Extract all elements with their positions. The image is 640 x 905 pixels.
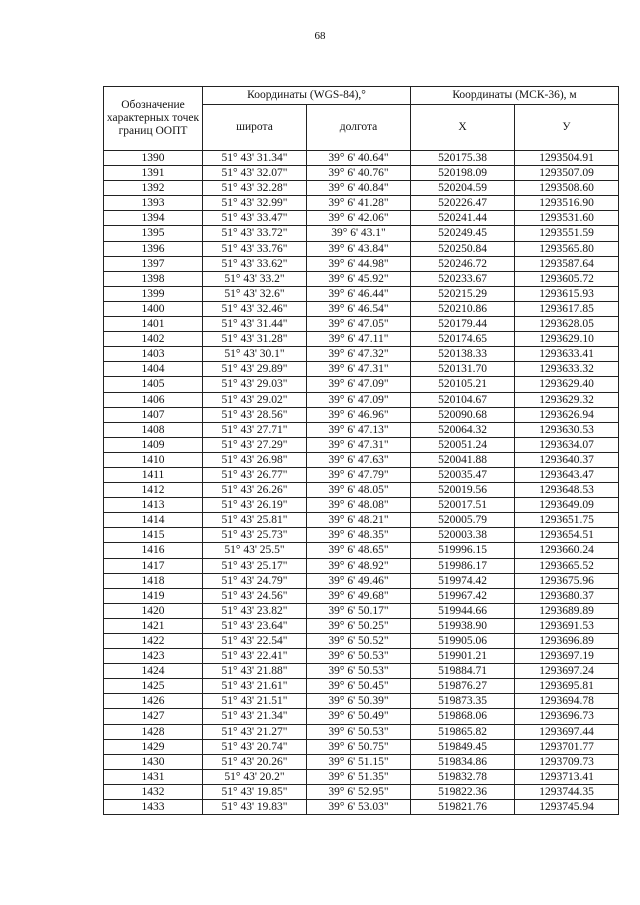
- x-cell: 520051.24: [411, 437, 515, 452]
- x-cell: 520005.79: [411, 513, 515, 528]
- y-cell: 1293629.40: [515, 377, 619, 392]
- x-cell: 520210.86: [411, 301, 515, 316]
- latitude-cell: 51° 43' 27.71": [203, 422, 307, 437]
- point-id-cell: 1402: [104, 332, 203, 347]
- table-row: [104, 528, 619, 543]
- y-cell: 1293694.78: [515, 694, 619, 709]
- longitude-cell: 39° 6' 48.35": [307, 528, 411, 543]
- longitude-cell: 39° 6' 43.1": [307, 226, 411, 241]
- longitude-cell: 39° 6' 40.64": [307, 151, 411, 166]
- x-cell: 520090.68: [411, 407, 515, 422]
- x-cell: 520019.56: [411, 483, 515, 498]
- y-cell: 1293648.53: [515, 483, 619, 498]
- point-id-cell: 1406: [104, 392, 203, 407]
- latitude-cell: 51° 43' 24.79": [203, 573, 307, 588]
- table-row: [104, 784, 619, 799]
- point-id-cell: 1427: [104, 709, 203, 724]
- y-cell: 1293565.80: [515, 241, 619, 256]
- point-id-cell: 1413: [104, 498, 203, 513]
- latitude-cell: 51° 43' 20.74": [203, 739, 307, 754]
- x-cell: 520198.09: [411, 166, 515, 181]
- table-row: [104, 407, 619, 422]
- x-cell: 519873.35: [411, 694, 515, 709]
- y-cell: 1293654.51: [515, 528, 619, 543]
- point-id-cell: 1401: [104, 317, 203, 332]
- x-cell: 520175.38: [411, 151, 515, 166]
- table-row: [104, 649, 619, 664]
- y-cell: 1293629.10: [515, 332, 619, 347]
- longitude-cell: 39° 6' 47.13": [307, 422, 411, 437]
- y-cell: 1293626.94: [515, 407, 619, 422]
- x-cell: 520249.45: [411, 226, 515, 241]
- page-number: 68: [314, 30, 326, 42]
- x-cell: 519986.17: [411, 558, 515, 573]
- latitude-cell: 51° 43' 21.88": [203, 664, 307, 679]
- y-cell: 1293665.52: [515, 558, 619, 573]
- coordinates-table: [103, 86, 619, 815]
- point-id-cell: 1400: [104, 301, 203, 316]
- table-row: [104, 664, 619, 679]
- point-id-cell: 1392: [104, 181, 203, 196]
- point-id-cell: 1419: [104, 588, 203, 603]
- table-row: [104, 694, 619, 709]
- latitude-cell: 51° 43' 29.89": [203, 362, 307, 377]
- header-x: X: [411, 105, 515, 151]
- y-cell: 1293605.72: [515, 271, 619, 286]
- x-cell: 520215.29: [411, 286, 515, 301]
- longitude-cell: 39° 6' 47.31": [307, 362, 411, 377]
- point-id-cell: 1418: [104, 573, 203, 588]
- table-row: [104, 558, 619, 573]
- table-row: [104, 543, 619, 558]
- y-cell: 1293628.05: [515, 317, 619, 332]
- x-cell: 519974.42: [411, 573, 515, 588]
- latitude-cell: 51° 43' 22.54": [203, 634, 307, 649]
- latitude-cell: 51° 43' 32.46": [203, 301, 307, 316]
- point-id-cell: 1395: [104, 226, 203, 241]
- x-cell: 519905.06: [411, 634, 515, 649]
- longitude-cell: 39° 6' 50.53": [307, 649, 411, 664]
- latitude-cell: 51° 43' 30.1": [203, 347, 307, 362]
- x-cell: 520204.59: [411, 181, 515, 196]
- x-cell: 520105.21: [411, 377, 515, 392]
- x-cell: 519821.76: [411, 800, 515, 815]
- longitude-cell: 39° 6' 53.03": [307, 800, 411, 815]
- point-id-cell: 1398: [104, 271, 203, 286]
- longitude-cell: 39° 6' 52.95": [307, 784, 411, 799]
- y-cell: 1293691.53: [515, 618, 619, 633]
- latitude-cell: 51° 43' 26.77": [203, 467, 307, 482]
- table-header: [104, 87, 619, 151]
- latitude-cell: 51° 43' 21.61": [203, 679, 307, 694]
- table-row: [104, 739, 619, 754]
- longitude-cell: 39° 6' 50.45": [307, 679, 411, 694]
- latitude-cell: 51° 43' 20.26": [203, 754, 307, 769]
- longitude-cell: 39° 6' 48.65": [307, 543, 411, 558]
- table-row: [104, 800, 619, 815]
- x-cell: 519996.15: [411, 543, 515, 558]
- longitude-cell: 39° 6' 50.25": [307, 618, 411, 633]
- table-row: [104, 392, 619, 407]
- y-cell: 1293744.35: [515, 784, 619, 799]
- longitude-cell: 39° 6' 47.05": [307, 317, 411, 332]
- longitude-cell: 39° 6' 46.96": [307, 407, 411, 422]
- longitude-cell: 39° 6' 47.09": [307, 392, 411, 407]
- latitude-cell: 51° 43' 22.41": [203, 649, 307, 664]
- y-cell: 1293587.64: [515, 256, 619, 271]
- longitude-cell: 39° 6' 40.76": [307, 166, 411, 181]
- longitude-cell: 39° 6' 47.31": [307, 437, 411, 452]
- table-row: [104, 151, 619, 166]
- longitude-cell: 39° 6' 50.52": [307, 634, 411, 649]
- header-wgs84: Координаты (WGS-84),°: [203, 87, 411, 105]
- y-cell: 1293508.60: [515, 181, 619, 196]
- longitude-cell: 39° 6' 47.32": [307, 347, 411, 362]
- point-id-cell: 1408: [104, 422, 203, 437]
- point-id-cell: 1416: [104, 543, 203, 558]
- latitude-cell: 51° 43' 31.28": [203, 332, 307, 347]
- latitude-cell: 51° 43' 23.64": [203, 618, 307, 633]
- header-longitude: долгота: [307, 105, 411, 151]
- latitude-cell: 51° 43' 32.99": [203, 196, 307, 211]
- x-cell: 519834.86: [411, 754, 515, 769]
- table-row: [104, 181, 619, 196]
- x-cell: 520041.88: [411, 452, 515, 467]
- longitude-cell: 39° 6' 48.92": [307, 558, 411, 573]
- point-id-cell: 1417: [104, 558, 203, 573]
- y-cell: 1293745.94: [515, 800, 619, 815]
- point-id-cell: 1407: [104, 407, 203, 422]
- table-row: [104, 332, 619, 347]
- longitude-cell: 39° 6' 50.53": [307, 724, 411, 739]
- y-cell: 1293633.41: [515, 347, 619, 362]
- longitude-cell: 39° 6' 47.63": [307, 452, 411, 467]
- longitude-cell: 39° 6' 44.98": [307, 256, 411, 271]
- x-cell: 519901.21: [411, 649, 515, 664]
- table-row: [104, 769, 619, 784]
- latitude-cell: 51° 43' 33.62": [203, 256, 307, 271]
- table-row: [104, 211, 619, 226]
- header-latitude: широта: [203, 105, 307, 151]
- longitude-cell: 39° 6' 45.92": [307, 271, 411, 286]
- y-cell: 1293516.90: [515, 196, 619, 211]
- latitude-cell: 51° 43' 28.56": [203, 407, 307, 422]
- latitude-cell: 51° 43' 24.56": [203, 588, 307, 603]
- x-cell: 520250.84: [411, 241, 515, 256]
- table-row: [104, 377, 619, 392]
- table-row: [104, 301, 619, 316]
- table-row: [104, 362, 619, 377]
- y-cell: 1293697.19: [515, 649, 619, 664]
- point-id-cell: 1396: [104, 241, 203, 256]
- latitude-cell: 51° 43' 27.29": [203, 437, 307, 452]
- point-id-cell: 1415: [104, 528, 203, 543]
- x-cell: 520174.65: [411, 332, 515, 347]
- x-cell: 519944.66: [411, 603, 515, 618]
- point-id-cell: 1421: [104, 618, 203, 633]
- point-id-cell: 1399: [104, 286, 203, 301]
- y-cell: 1293617.85: [515, 301, 619, 316]
- point-id-cell: 1430: [104, 754, 203, 769]
- y-cell: 1293634.07: [515, 437, 619, 452]
- table-row: [104, 317, 619, 332]
- x-cell: 520233.67: [411, 271, 515, 286]
- table-row: [104, 467, 619, 482]
- y-cell: 1293651.75: [515, 513, 619, 528]
- y-cell: 1293504.91: [515, 151, 619, 166]
- y-cell: 1293689.89: [515, 603, 619, 618]
- y-cell: 1293629.32: [515, 392, 619, 407]
- latitude-cell: 51° 43' 26.26": [203, 483, 307, 498]
- point-id-cell: 1420: [104, 603, 203, 618]
- y-cell: 1293709.73: [515, 754, 619, 769]
- latitude-cell: 51° 43' 32.6": [203, 286, 307, 301]
- point-id-cell: 1426: [104, 694, 203, 709]
- point-id-cell: 1391: [104, 166, 203, 181]
- latitude-cell: 51° 43' 19.83": [203, 800, 307, 815]
- table-row: [104, 286, 619, 301]
- point-id-cell: 1431: [104, 769, 203, 784]
- table-row: [104, 483, 619, 498]
- y-cell: 1293640.37: [515, 452, 619, 467]
- x-cell: 520246.72: [411, 256, 515, 271]
- longitude-cell: 39° 6' 51.35": [307, 769, 411, 784]
- table-row: [104, 634, 619, 649]
- point-id-cell: 1429: [104, 739, 203, 754]
- latitude-cell: 51° 43' 32.07": [203, 166, 307, 181]
- table-row: [104, 347, 619, 362]
- longitude-cell: 39° 6' 41.28": [307, 196, 411, 211]
- table-row: [104, 618, 619, 633]
- latitude-cell: 51° 43' 19.85": [203, 784, 307, 799]
- latitude-cell: 51° 43' 21.51": [203, 694, 307, 709]
- x-cell: 519967.42: [411, 588, 515, 603]
- y-cell: 1293649.09: [515, 498, 619, 513]
- x-cell: 520131.70: [411, 362, 515, 377]
- point-id-cell: 1409: [104, 437, 203, 452]
- latitude-cell: 51° 43' 33.72": [203, 226, 307, 241]
- longitude-cell: 39° 6' 42.06": [307, 211, 411, 226]
- latitude-cell: 51° 43' 26.98": [203, 452, 307, 467]
- latitude-cell: 51° 43' 33.2": [203, 271, 307, 286]
- point-id-cell: 1414: [104, 513, 203, 528]
- y-cell: 1293643.47: [515, 467, 619, 482]
- point-id-cell: 1425: [104, 679, 203, 694]
- table-row: [104, 241, 619, 256]
- x-cell: 520064.32: [411, 422, 515, 437]
- x-cell: 520003.38: [411, 528, 515, 543]
- y-cell: 1293697.24: [515, 664, 619, 679]
- y-cell: 1293695.81: [515, 679, 619, 694]
- x-cell: 519938.90: [411, 618, 515, 633]
- x-cell: 520226.47: [411, 196, 515, 211]
- x-cell: 519822.36: [411, 784, 515, 799]
- table-row: [104, 271, 619, 286]
- longitude-cell: 39° 6' 50.75": [307, 739, 411, 754]
- point-id-cell: 1432: [104, 784, 203, 799]
- header-designation: Обозначение характерных точек границ ООПТ: [104, 87, 203, 151]
- y-cell: 1293713.41: [515, 769, 619, 784]
- table-row: [104, 573, 619, 588]
- latitude-cell: 51° 43' 20.2": [203, 769, 307, 784]
- latitude-cell: 51° 43' 23.82": [203, 603, 307, 618]
- point-id-cell: 1393: [104, 196, 203, 211]
- x-cell: 520104.67: [411, 392, 515, 407]
- y-cell: 1293696.73: [515, 709, 619, 724]
- x-cell: 520241.44: [411, 211, 515, 226]
- longitude-cell: 39° 6' 47.79": [307, 467, 411, 482]
- longitude-cell: 39° 6' 50.17": [307, 603, 411, 618]
- table-row: [104, 709, 619, 724]
- latitude-cell: 51° 43' 25.73": [203, 528, 307, 543]
- x-cell: 519868.06: [411, 709, 515, 724]
- table-body: [104, 151, 619, 815]
- y-cell: 1293675.96: [515, 573, 619, 588]
- longitude-cell: 39° 6' 49.46": [307, 573, 411, 588]
- x-cell: 519865.82: [411, 724, 515, 739]
- point-id-cell: 1403: [104, 347, 203, 362]
- point-id-cell: 1394: [104, 211, 203, 226]
- longitude-cell: 39° 6' 48.21": [307, 513, 411, 528]
- latitude-cell: 51° 43' 25.17": [203, 558, 307, 573]
- table-row: [104, 196, 619, 211]
- point-id-cell: 1433: [104, 800, 203, 815]
- longitude-cell: 39° 6' 50.49": [307, 709, 411, 724]
- table-row: [104, 588, 619, 603]
- y-cell: 1293615.93: [515, 286, 619, 301]
- table-row: [104, 498, 619, 513]
- x-cell: 519884.71: [411, 664, 515, 679]
- longitude-cell: 39° 6' 50.39": [307, 694, 411, 709]
- latitude-cell: 51° 43' 33.76": [203, 241, 307, 256]
- table-row: [104, 437, 619, 452]
- latitude-cell: 51° 43' 29.03": [203, 377, 307, 392]
- latitude-cell: 51° 43' 26.19": [203, 498, 307, 513]
- y-cell: 1293633.32: [515, 362, 619, 377]
- latitude-cell: 51° 43' 25.5": [203, 543, 307, 558]
- y-cell: 1293697.44: [515, 724, 619, 739]
- table-row: [104, 226, 619, 241]
- y-cell: 1293660.24: [515, 543, 619, 558]
- point-id-cell: 1405: [104, 377, 203, 392]
- table-row: [104, 422, 619, 437]
- point-id-cell: 1422: [104, 634, 203, 649]
- latitude-cell: 51° 43' 29.02": [203, 392, 307, 407]
- latitude-cell: 51° 43' 33.47": [203, 211, 307, 226]
- longitude-cell: 39° 6' 46.44": [307, 286, 411, 301]
- point-id-cell: 1390: [104, 151, 203, 166]
- longitude-cell: 39° 6' 40.84": [307, 181, 411, 196]
- x-cell: 520138.33: [411, 347, 515, 362]
- latitude-cell: 51° 43' 25.81": [203, 513, 307, 528]
- table-row: [104, 256, 619, 271]
- longitude-cell: 39° 6' 49.68": [307, 588, 411, 603]
- x-cell: 520035.47: [411, 467, 515, 482]
- table-row: [104, 679, 619, 694]
- x-cell: 519849.45: [411, 739, 515, 754]
- latitude-cell: 51° 43' 31.34": [203, 151, 307, 166]
- latitude-cell: 51° 43' 32.28": [203, 181, 307, 196]
- latitude-cell: 51° 43' 21.27": [203, 724, 307, 739]
- point-id-cell: 1424: [104, 664, 203, 679]
- x-cell: 520179.44: [411, 317, 515, 332]
- point-id-cell: 1411: [104, 467, 203, 482]
- point-id-cell: 1404: [104, 362, 203, 377]
- y-cell: 1293507.09: [515, 166, 619, 181]
- header-msk36: Координаты (МСК-36), м: [411, 87, 619, 105]
- point-id-cell: 1412: [104, 483, 203, 498]
- point-id-cell: 1423: [104, 649, 203, 664]
- longitude-cell: 39° 6' 47.11": [307, 332, 411, 347]
- longitude-cell: 39° 6' 48.08": [307, 498, 411, 513]
- header-y: У: [515, 105, 619, 151]
- longitude-cell: 39° 6' 51.15": [307, 754, 411, 769]
- x-cell: 520017.51: [411, 498, 515, 513]
- longitude-cell: 39° 6' 48.05": [307, 483, 411, 498]
- longitude-cell: 39° 6' 46.54": [307, 301, 411, 316]
- table-row: [104, 603, 619, 618]
- y-cell: 1293551.59: [515, 226, 619, 241]
- longitude-cell: 39° 6' 50.53": [307, 664, 411, 679]
- table-row: [104, 754, 619, 769]
- latitude-cell: 51° 43' 31.44": [203, 317, 307, 332]
- table-row: [104, 166, 619, 181]
- x-cell: 519876.27: [411, 679, 515, 694]
- point-id-cell: 1397: [104, 256, 203, 271]
- table-row: [104, 513, 619, 528]
- point-id-cell: 1410: [104, 452, 203, 467]
- latitude-cell: 51° 43' 21.34": [203, 709, 307, 724]
- longitude-cell: 39° 6' 47.09": [307, 377, 411, 392]
- x-cell: 519832.78: [411, 769, 515, 784]
- table-row: [104, 452, 619, 467]
- point-id-cell: 1428: [104, 724, 203, 739]
- y-cell: 1293701.77: [515, 739, 619, 754]
- table-row: [104, 724, 619, 739]
- y-cell: 1293696.89: [515, 634, 619, 649]
- y-cell: 1293680.37: [515, 588, 619, 603]
- y-cell: 1293630.53: [515, 422, 619, 437]
- y-cell: 1293531.60: [515, 211, 619, 226]
- longitude-cell: 39° 6' 43.84": [307, 241, 411, 256]
